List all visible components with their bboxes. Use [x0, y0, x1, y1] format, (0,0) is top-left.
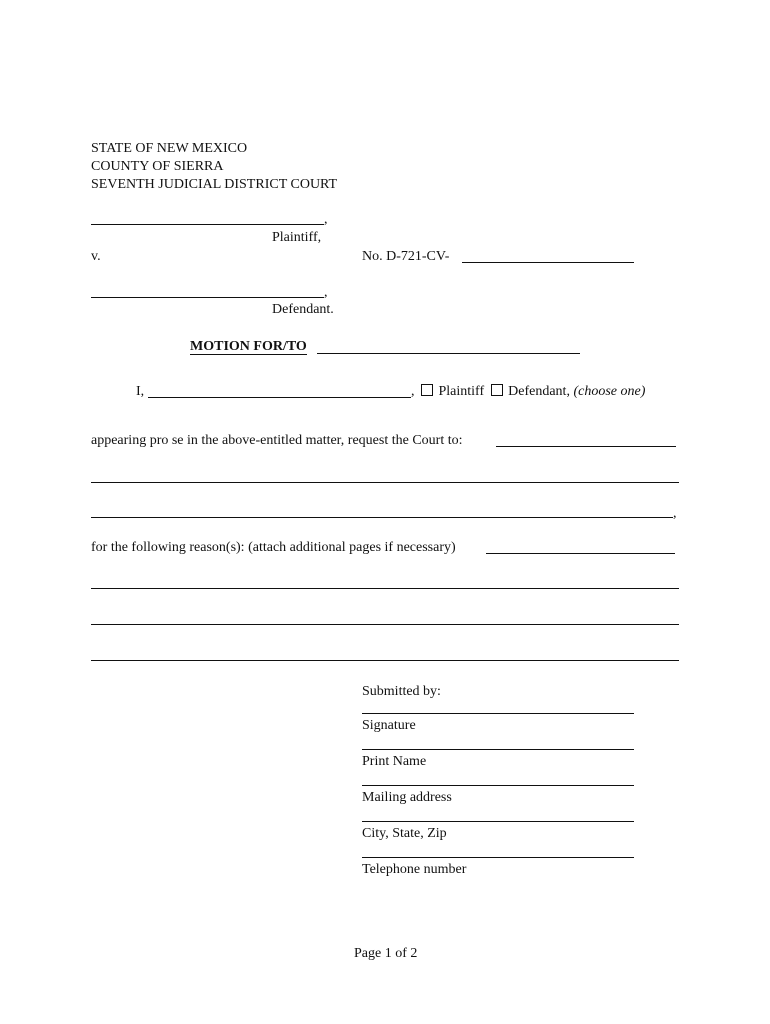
reason-line-3[interactable] — [91, 624, 679, 625]
mailing-address-line[interactable] — [362, 785, 634, 786]
telephone-label: Telephone number — [362, 862, 467, 877]
motion-purpose-line[interactable] — [317, 353, 580, 354]
case-number-label: No. D-721-CV- — [362, 249, 450, 264]
plaintiff-option-label: Plaintiff — [438, 384, 485, 399]
print-name-label: Print Name — [362, 754, 427, 769]
case-number-line[interactable] — [462, 262, 634, 263]
request-end-comma: , — [673, 506, 677, 521]
signature-label: Signature — [362, 718, 416, 733]
request-line-1[interactable] — [496, 446, 676, 447]
defendant-name-line[interactable] — [91, 297, 324, 298]
plaintiff-checkbox[interactable] — [421, 384, 433, 396]
movant-comma: , — [411, 384, 415, 399]
court-state: STATE OF NEW MEXICO — [91, 141, 248, 156]
request-line-2[interactable] — [91, 482, 679, 483]
appearing-text: appearing pro se in the above-entitled matter, request the Court to: — [91, 433, 463, 448]
court-county: COUNTY OF SIERRA — [91, 159, 224, 174]
mailing-address-label: Mailing address — [362, 790, 452, 805]
court-name: SEVENTH JUDICIAL DISTRICT COURT — [91, 177, 338, 192]
submitted-by-label: Submitted by: — [362, 684, 441, 699]
choose-one-note: (choose one) — [573, 384, 646, 399]
versus-label: v. — [91, 249, 101, 264]
page-number: Page 1 of 2 — [354, 946, 418, 961]
i-label: I, — [136, 384, 145, 399]
reasons-text: for the following reason(s): (attach additional pages if necessary) — [91, 540, 456, 555]
party-choice — [421, 383, 645, 401]
movant-name-line[interactable] — [148, 397, 411, 398]
defendant-label: Defendant. — [272, 302, 334, 317]
print-name-line[interactable] — [362, 749, 634, 750]
defendant-checkbox[interactable] — [491, 384, 503, 396]
signature-line[interactable] — [362, 713, 634, 714]
reason-line-2[interactable] — [91, 588, 679, 589]
defendant-comma: , — [324, 285, 328, 300]
reason-line-1[interactable] — [486, 553, 675, 554]
plaintiff-name-line[interactable] — [91, 224, 324, 225]
defendant-option-label: Defendant, — [508, 384, 570, 399]
motion-title — [190, 338, 307, 356]
plaintiff-label: Plaintiff, — [272, 230, 322, 245]
reason-line-4[interactable] — [91, 660, 679, 661]
motion-title-text: MOTION FOR/TO — [190, 339, 307, 354]
plaintiff-comma: , — [324, 212, 328, 227]
city-state-zip-line[interactable] — [362, 821, 634, 822]
telephone-line[interactable] — [362, 857, 634, 858]
city-state-zip-label: City, State, Zip — [362, 826, 447, 841]
request-line-3[interactable] — [91, 517, 673, 518]
